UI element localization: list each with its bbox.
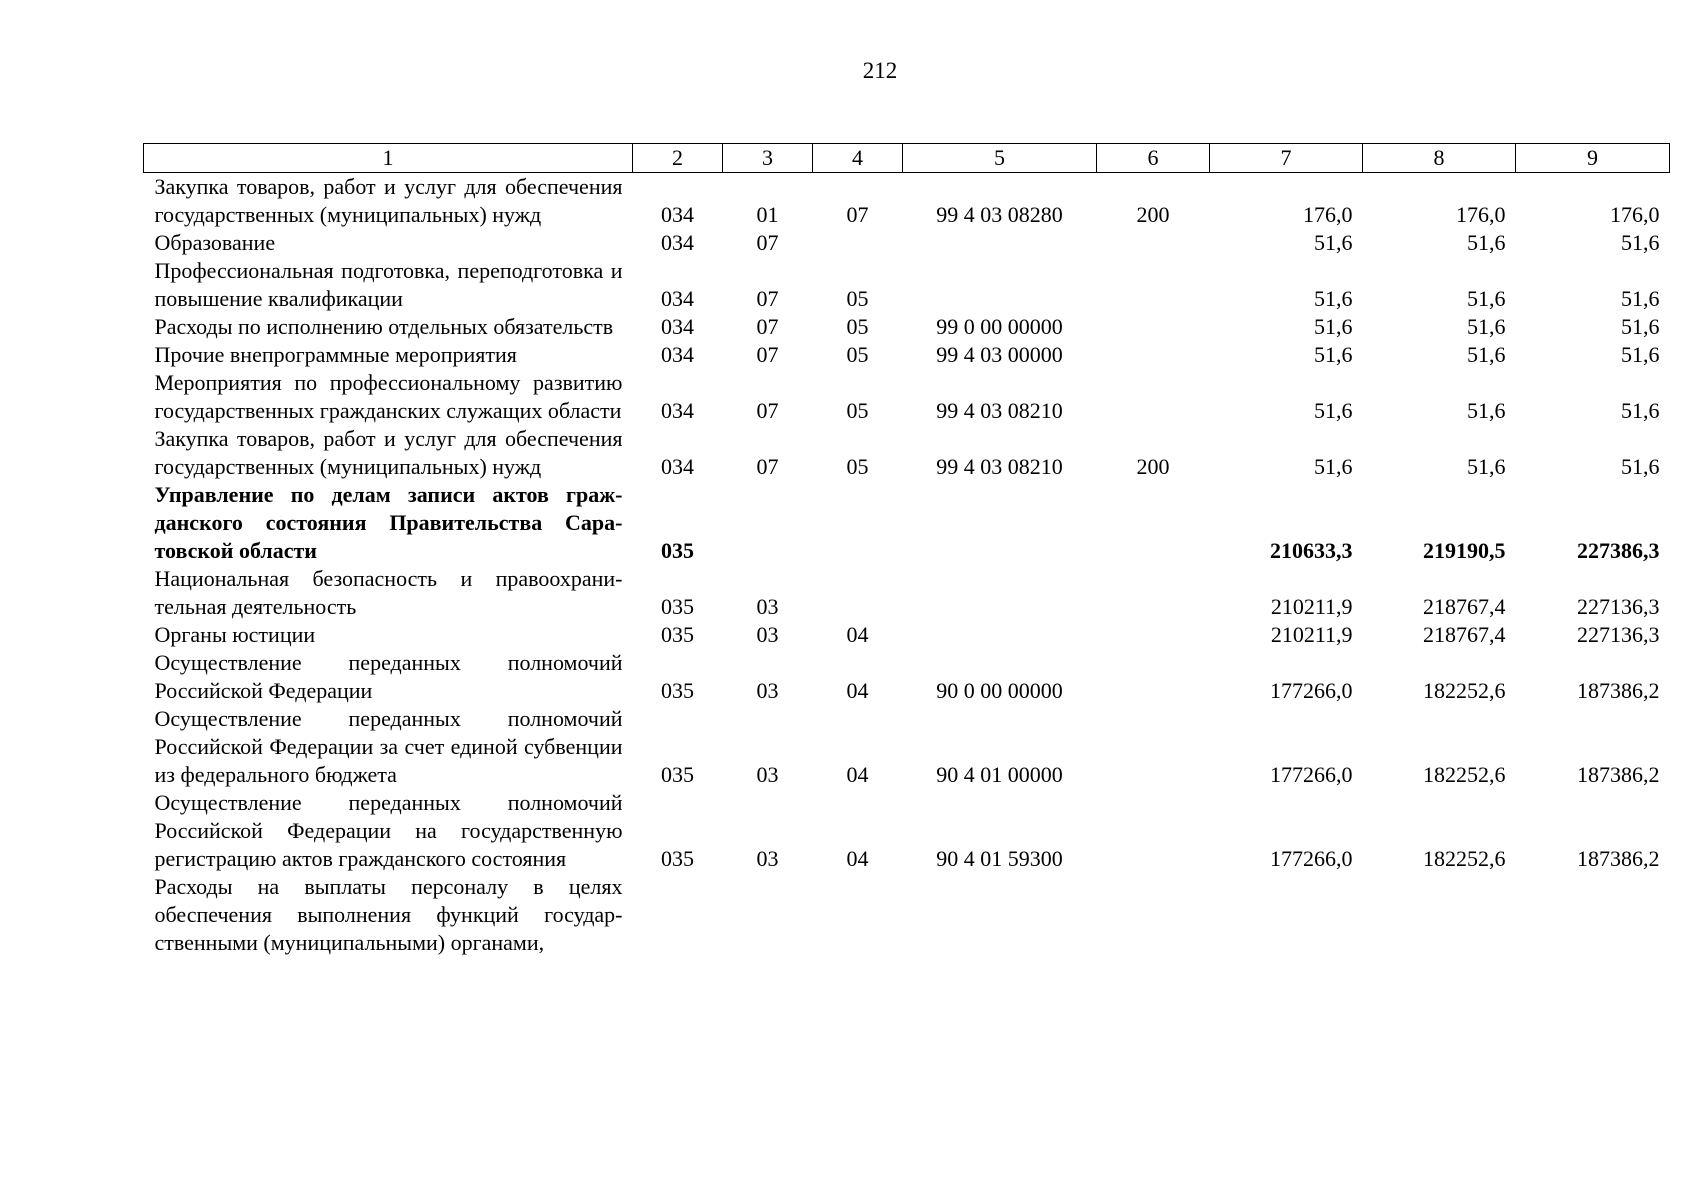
cell-code-2: 035 xyxy=(661,678,694,703)
cell-code-4 xyxy=(813,565,903,621)
table-row xyxy=(144,873,1670,957)
column-header-8: 8 xyxy=(1363,144,1516,173)
cell-code-3 xyxy=(723,481,813,565)
cell-code-5 xyxy=(903,873,1097,957)
cell-code-3: 07 xyxy=(756,314,779,339)
cell-amount-7: 51,6 xyxy=(1314,286,1353,311)
cell-code-4 xyxy=(813,481,903,565)
cell-code-3: 07 xyxy=(756,286,779,311)
cell-code-4: 05 xyxy=(846,286,869,311)
cell-amount-9: 176,0 xyxy=(1610,202,1660,227)
cell-code-2: 035 xyxy=(661,762,694,787)
page-number: 212 xyxy=(862,58,898,83)
cell-amount-8: 51,6 xyxy=(1467,230,1506,255)
column-header-5: 5 xyxy=(903,144,1097,173)
cell-code-6 xyxy=(1097,705,1210,789)
cell-code-4 xyxy=(813,229,903,257)
cell-amount-9: 51,6 xyxy=(1621,454,1660,479)
cell-amount-8: 182252,6 xyxy=(1423,678,1506,703)
cell-amount-9: 187386,2 xyxy=(1577,678,1660,703)
cell-amount-8 xyxy=(1363,873,1516,957)
cell-amount-9: 51,6 xyxy=(1621,286,1660,311)
row-description: Расходы по исполнению отдельных обязательств xyxy=(154,314,614,339)
cell-amount-7: 51,6 xyxy=(1314,454,1353,479)
cell-code-2 xyxy=(633,873,723,957)
cell-code-2: 034 xyxy=(661,342,694,367)
cell-code-5 xyxy=(903,257,1097,313)
cell-amount-7: 51,6 xyxy=(1314,230,1353,255)
cell-amount-8: 176,0 xyxy=(1456,202,1506,227)
cell-code-2: 035 xyxy=(661,594,694,619)
cell-code-2: 035 xyxy=(661,622,694,647)
cell-code-3: 01 xyxy=(756,202,779,227)
cell-code-4: 05 xyxy=(846,314,869,339)
row-description: Органы юстиции xyxy=(154,622,316,647)
row-description: Профессиональная подготовка, переподготовка и повышение квалификации xyxy=(154,258,623,311)
cell-code-5: 99 4 03 08210 xyxy=(936,454,1063,479)
cell-code-2: 034 xyxy=(661,314,694,339)
row-description: Осуществление переданных полномочий Российской Федерации на государственную регистрацию актов гражданского состояния xyxy=(154,790,623,871)
table-row xyxy=(144,369,1670,425)
cell-amount-7: 51,6 xyxy=(1314,398,1353,423)
cell-code-4: 07 xyxy=(846,202,869,227)
cell-code-3: 03 xyxy=(756,846,779,871)
cell-code-2: 034 xyxy=(661,230,694,255)
cell-amount-8: 219190,5 xyxy=(1423,538,1506,563)
cell-amount-8: 51,6 xyxy=(1467,398,1506,423)
table-row xyxy=(144,341,1670,369)
cell-amount-8: 51,6 xyxy=(1467,342,1506,367)
cell-code-5: 90 4 01 00000 xyxy=(936,762,1063,787)
row-description: Осуществление переданных полномочий Российской Федерации за счет единой субвенции из федерального бюджета xyxy=(154,706,623,787)
cell-code-6: 200 xyxy=(1136,454,1170,479)
cell-code-3: 07 xyxy=(756,230,779,255)
cell-amount-9 xyxy=(1516,873,1670,957)
cell-code-6 xyxy=(1097,313,1210,341)
cell-code-5: 90 4 01 59300 xyxy=(936,846,1063,871)
cell-amount-7: 176,0 xyxy=(1303,202,1353,227)
row-description: Осуществление переданных полномочий Российской Федерации xyxy=(154,650,623,703)
row-description: Закупка товаров, работ и услуг для обеспечения государственных (муниципальных) нужд xyxy=(154,174,623,227)
cell-code-5: 99 4 03 08280 xyxy=(936,202,1063,227)
cell-amount-9: 51,6 xyxy=(1621,314,1660,339)
cell-amount-7 xyxy=(1210,873,1363,957)
cell-code-5: 90 0 00 00000 xyxy=(936,678,1063,703)
cell-amount-9: 227136,3 xyxy=(1577,622,1660,647)
cell-amount-9: 187386,2 xyxy=(1577,846,1660,871)
cell-code-2: 035 xyxy=(661,846,694,871)
column-header-6: 6 xyxy=(1097,144,1210,173)
cell-code-6: 200 xyxy=(1136,202,1170,227)
table-row xyxy=(144,229,1670,257)
cell-code-5 xyxy=(903,229,1097,257)
cell-amount-7: 177266,0 xyxy=(1270,762,1353,787)
cell-amount-9: 51,6 xyxy=(1621,230,1660,255)
table-row xyxy=(144,173,1670,230)
cell-code-2: 035 xyxy=(661,538,694,563)
cell-code-5: 99 4 03 08210 xyxy=(936,398,1063,423)
cell-amount-7: 177266,0 xyxy=(1270,846,1353,871)
cell-amount-9: 51,6 xyxy=(1621,342,1660,367)
cell-code-4: 04 xyxy=(846,678,869,703)
table-row xyxy=(144,789,1670,873)
cell-code-6 xyxy=(1097,481,1210,565)
cell-code-5 xyxy=(903,565,1097,621)
cell-code-3: 07 xyxy=(756,454,779,479)
table-row xyxy=(144,565,1670,621)
cell-code-4: 05 xyxy=(846,454,869,479)
cell-amount-9: 51,6 xyxy=(1621,398,1660,423)
cell-code-2: 034 xyxy=(661,398,694,423)
table-row xyxy=(144,425,1670,481)
cell-code-2: 034 xyxy=(661,286,694,311)
row-description: Мероприятия по профессиональному развитию государственных гражданских служащих области xyxy=(154,370,623,423)
cell-amount-9: 227136,3 xyxy=(1577,594,1660,619)
column-header-1: 1 xyxy=(144,144,633,173)
cell-code-2: 034 xyxy=(661,202,694,227)
cell-amount-9: 187386,2 xyxy=(1577,762,1660,787)
cell-code-5 xyxy=(903,621,1097,649)
cell-code-6 xyxy=(1097,341,1210,369)
cell-amount-7: 210211,9 xyxy=(1270,594,1353,619)
cell-amount-8: 218767,4 xyxy=(1423,622,1506,647)
cell-code-2: 034 xyxy=(661,454,694,479)
cell-code-3: 03 xyxy=(756,678,779,703)
column-header-9: 9 xyxy=(1516,144,1670,173)
table-row xyxy=(144,313,1670,341)
cell-code-6 xyxy=(1097,229,1210,257)
cell-amount-7: 210211,9 xyxy=(1270,622,1353,647)
cell-amount-8: 182252,6 xyxy=(1423,846,1506,871)
cell-code-4: 04 xyxy=(846,762,869,787)
cell-code-5 xyxy=(903,481,1097,565)
cell-code-3 xyxy=(723,873,813,957)
cell-amount-7: 210633,3 xyxy=(1270,538,1353,563)
cell-code-3: 03 xyxy=(756,594,779,619)
cell-amount-8: 218767,4 xyxy=(1423,594,1506,619)
cell-amount-7: 177266,0 xyxy=(1270,678,1353,703)
row-description: Национальная безопасность и правоохранительная деятельность xyxy=(154,566,623,619)
column-header-3: 3 xyxy=(723,144,813,173)
table-body xyxy=(144,173,1670,958)
column-header-2: 2 xyxy=(633,144,723,173)
cell-code-4: 04 xyxy=(846,622,869,647)
cell-amount-7: 51,6 xyxy=(1314,342,1353,367)
cell-code-3: 07 xyxy=(756,342,779,367)
cell-amount-8: 182252,6 xyxy=(1423,762,1506,787)
cell-code-6 xyxy=(1097,621,1210,649)
column-header-4: 4 xyxy=(813,144,903,173)
table-row xyxy=(144,705,1670,789)
row-description: Образование xyxy=(154,230,276,255)
table-row xyxy=(144,649,1670,705)
column-header-7: 7 xyxy=(1210,144,1363,173)
cell-code-6 xyxy=(1097,649,1210,705)
cell-amount-9: 227386,3 xyxy=(1577,538,1660,563)
cell-code-6 xyxy=(1097,257,1210,313)
budget-table xyxy=(143,143,1670,957)
cell-code-6 xyxy=(1097,369,1210,425)
row-description: Закупка товаров, работ и услуг для обеспечения государственных (муниципальных) нужд xyxy=(154,426,623,479)
table-header xyxy=(144,144,1670,173)
cell-amount-7: 51,6 xyxy=(1314,314,1353,339)
cell-code-3: 07 xyxy=(756,398,779,423)
cell-code-5: 99 4 03 00000 xyxy=(936,342,1063,367)
cell-code-6 xyxy=(1097,873,1210,957)
cell-code-6 xyxy=(1097,565,1210,621)
cell-amount-8: 51,6 xyxy=(1467,286,1506,311)
table-row xyxy=(144,481,1670,565)
cell-code-6 xyxy=(1097,789,1210,873)
cell-code-3: 03 xyxy=(756,622,779,647)
cell-code-4: 05 xyxy=(846,342,869,367)
cell-code-4: 05 xyxy=(846,398,869,423)
cell-amount-8: 51,6 xyxy=(1467,314,1506,339)
table-row xyxy=(144,621,1670,649)
cell-code-5: 99 0 00 00000 xyxy=(936,314,1063,339)
row-description: Расходы на выплаты персоналу в целях обеспечения выполнения функций государственными (муниципальными) органами, xyxy=(154,874,623,955)
cell-code-4: 04 xyxy=(846,846,869,871)
cell-amount-8: 51,6 xyxy=(1467,454,1506,479)
cell-code-3: 03 xyxy=(756,762,779,787)
row-description: Прочие внепрограммные мероприятия xyxy=(154,342,517,367)
cell-code-4 xyxy=(813,873,903,957)
table-row xyxy=(144,257,1670,313)
row-description: Управление по делам записи актов гражданского состояния Правительства Саратовской области xyxy=(154,482,623,563)
